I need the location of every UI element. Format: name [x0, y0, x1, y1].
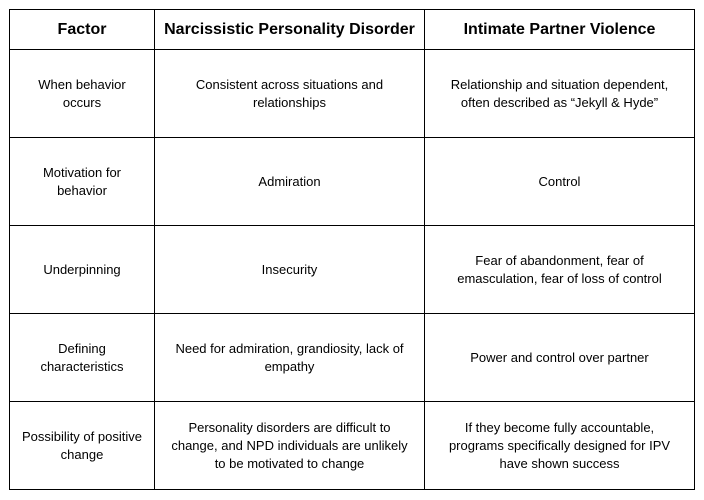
table-row	[10, 138, 695, 226]
cell-ipv: Fear of abandonment, fear of emasculation, fear of loss of control	[425, 226, 695, 314]
cell-npd: Admiration	[155, 138, 425, 226]
table-row	[10, 50, 695, 138]
cell-factor: Defining characteristics	[10, 314, 155, 402]
header-factor: Factor	[10, 10, 155, 50]
cell-factor: Possibility of positive change	[10, 402, 155, 490]
header-ipv: Intimate Partner Violence	[425, 10, 695, 50]
cell-npd: Personality disorders are difficult to change, and NPD individuals are unlikely to be motivated to change	[155, 402, 425, 490]
cell-npd: Insecurity	[155, 226, 425, 314]
table-row	[10, 402, 695, 490]
cell-ipv: Power and control over partner	[425, 314, 695, 402]
cell-ipv: If they become fully accountable, programs specifically designed for IPV have shown success	[425, 402, 695, 490]
cell-npd: Consistent across situations and relationships	[155, 50, 425, 138]
cell-ipv: Relationship and situation dependent, often described as “Jekyll & Hyde”	[425, 50, 695, 138]
header-row	[10, 10, 695, 50]
header-npd: Narcissistic Personality Disorder	[155, 10, 425, 50]
table-row	[10, 314, 695, 402]
cell-ipv: Control	[425, 138, 695, 226]
cell-npd: Need for admiration, grandiosity, lack of empathy	[155, 314, 425, 402]
table-row	[10, 226, 695, 314]
comparison-table	[9, 9, 695, 490]
cell-factor: Underpinning	[10, 226, 155, 314]
cell-factor: When behavior occurs	[10, 50, 155, 138]
cell-factor: Motivation for behavior	[10, 138, 155, 226]
